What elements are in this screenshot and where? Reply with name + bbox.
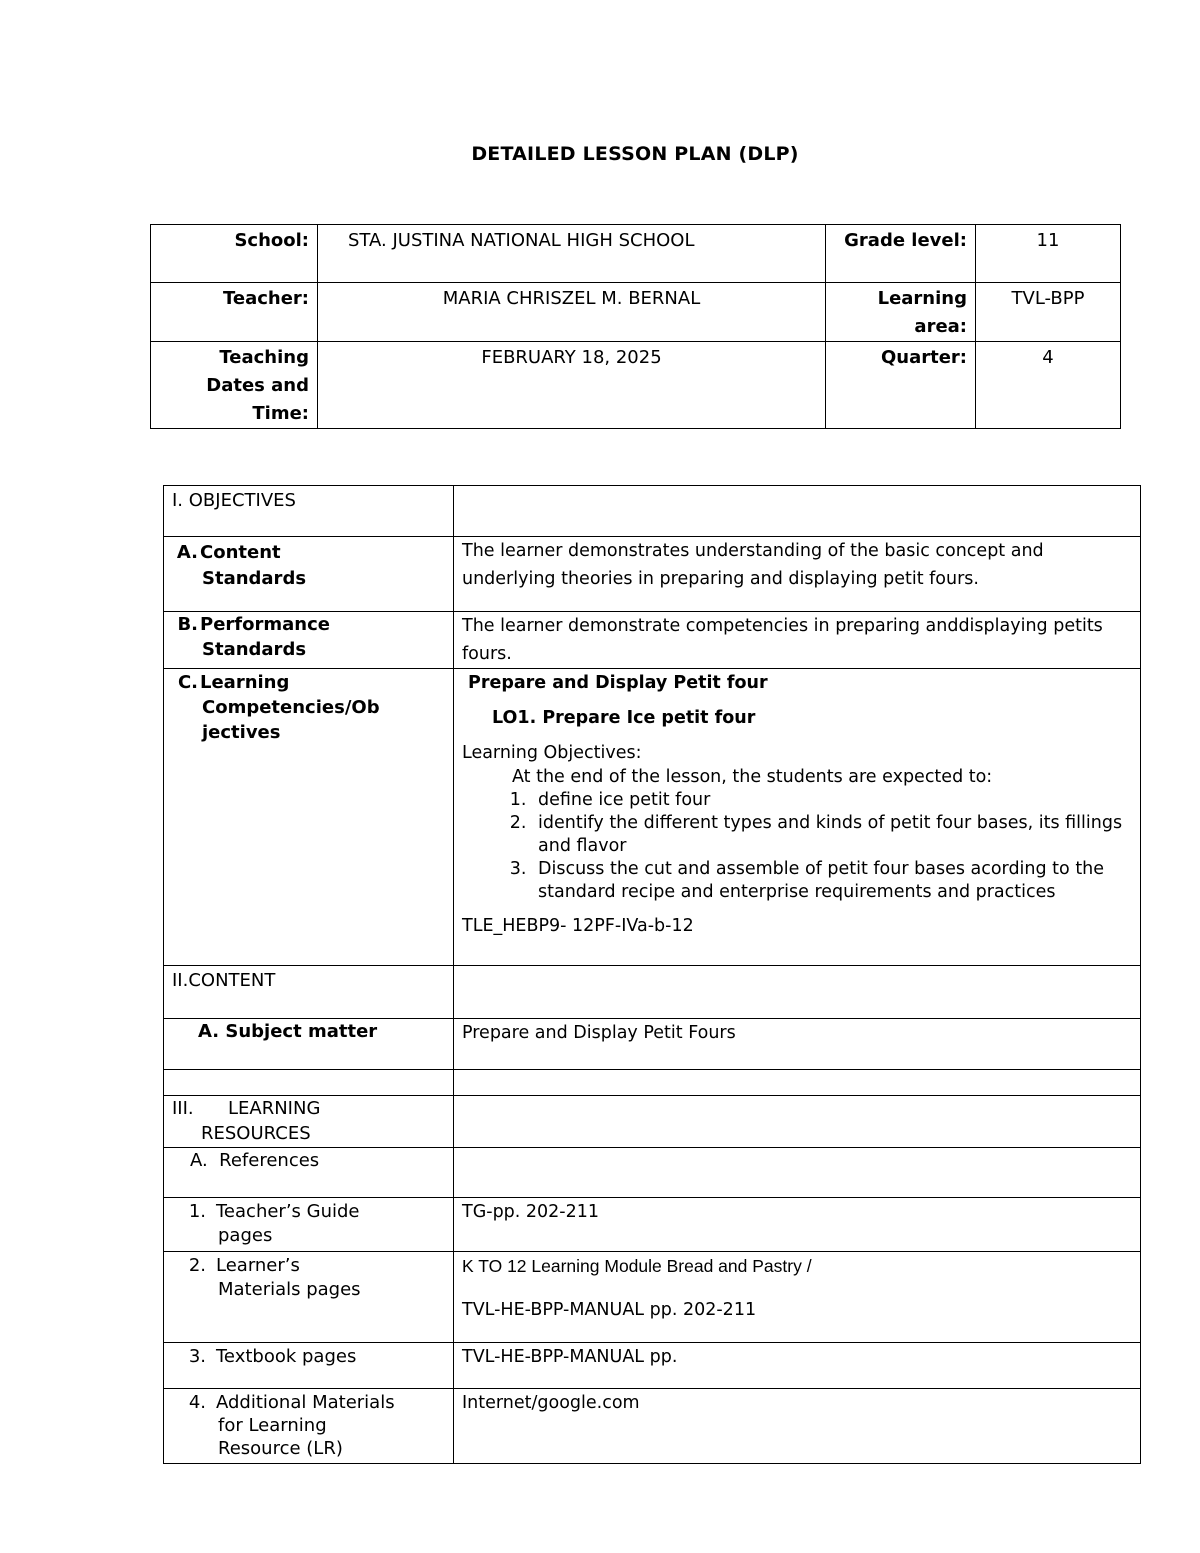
area-value: TVL-BPP bbox=[976, 283, 1121, 342]
content-standards-text: The learner demonstrates understanding of the basic concept and underlying theories in preparing and displaying petit fours. bbox=[454, 537, 1141, 612]
grade-label: Grade level: bbox=[826, 225, 976, 283]
lesson-plan-table bbox=[163, 485, 1141, 1464]
performance-standards-label: B. Performance Standards bbox=[164, 612, 454, 669]
quarter-label: Quarter: bbox=[826, 342, 976, 429]
content-heading: II.CONTENT bbox=[164, 966, 454, 1019]
dates-value: FEBRUARY 18, 2025 bbox=[318, 342, 826, 429]
subject-matter-label: A. Subject matter bbox=[164, 1019, 454, 1070]
resource-label-learners-materials: 2. Learner’s Materials pages bbox=[164, 1252, 454, 1343]
resource-label-additional-materials: 4. Additional Materials for Learning Resource (LR) bbox=[164, 1389, 454, 1464]
school-value: STA. JUSTINA NATIONAL HIGH SCHOOL bbox=[318, 225, 826, 283]
resource-value-textbook: TVL-HE-BPP-MANUAL pp. bbox=[454, 1343, 1141, 1389]
resource-label-textbook: 3. Textbook pages bbox=[164, 1343, 454, 1389]
competencies-label: C. Learning Competencies/Ob jectives bbox=[164, 669, 454, 966]
references-label: A. References bbox=[164, 1148, 454, 1198]
competency-title: Prepare and Display Petit four bbox=[468, 673, 768, 693]
teacher-value: MARIA CHRISZEL M. BERNAL bbox=[318, 283, 826, 342]
competency-code: TLE_HEBP9- 12PF-IVa-b-12 bbox=[462, 916, 694, 936]
subject-matter-value: Prepare and Display Petit Fours bbox=[454, 1019, 1141, 1070]
references-blank bbox=[454, 1148, 1141, 1198]
grade-value: 11 bbox=[976, 225, 1121, 283]
content-heading-blank bbox=[454, 966, 1141, 1019]
objective-item: 3. Discuss the cut and assemble of petit four bases acording to the standard recipe and enterprise requirements and practices bbox=[532, 858, 1132, 904]
quarter-value: 4 bbox=[976, 342, 1121, 429]
performance-standards-text: The learner demonstrate competencies in preparing anddisplaying petits fours. bbox=[454, 612, 1141, 669]
resources-heading-blank bbox=[454, 1096, 1141, 1148]
objectives-list bbox=[462, 789, 1132, 904]
objective-item: 1. define ice petit four bbox=[532, 789, 1132, 812]
objectives-heading-blank bbox=[454, 486, 1141, 537]
objectives-intro: At the end of the lesson, the students are expected to: bbox=[512, 767, 993, 787]
teacher-label: Teacher: bbox=[151, 283, 318, 342]
lesson-info-table bbox=[150, 224, 1121, 429]
resource-value-learners-materials: K TO 12 Learning Module Bread and Pastry / TVL-HE-BPP-MANUAL pp. 202-211 bbox=[454, 1252, 1141, 1343]
blank-cell bbox=[164, 1070, 454, 1096]
resources-heading: III. LEARNING RESOURCES bbox=[164, 1096, 454, 1148]
resource-value-additional-materials: Internet/google.com bbox=[454, 1389, 1141, 1464]
content-standards-label: A. Content Standards bbox=[164, 537, 454, 612]
lo-title: LO1. Prepare Ice petit four bbox=[492, 708, 756, 728]
competencies-content bbox=[454, 669, 1141, 966]
objectives-heading: I. OBJECTIVES bbox=[164, 486, 454, 537]
objective-item: 2. identify the different types and kinds of petit four bases, its fillings and flavor bbox=[532, 812, 1132, 858]
dates-label: Teaching Dates and Time: bbox=[151, 342, 318, 429]
learning-objectives-label: Learning Objectives: bbox=[462, 743, 642, 763]
resource-value-teachers-guide: TG-pp. 202-211 bbox=[454, 1198, 1141, 1252]
resource-label-teachers-guide: 1. Teacher’s Guide pages bbox=[164, 1198, 454, 1252]
blank-cell bbox=[454, 1070, 1141, 1096]
area-label: Learning area: bbox=[826, 283, 976, 342]
school-label: School: bbox=[151, 225, 318, 283]
document-title: DETAILED LESSON PLAN (DLP) bbox=[471, 143, 799, 165]
